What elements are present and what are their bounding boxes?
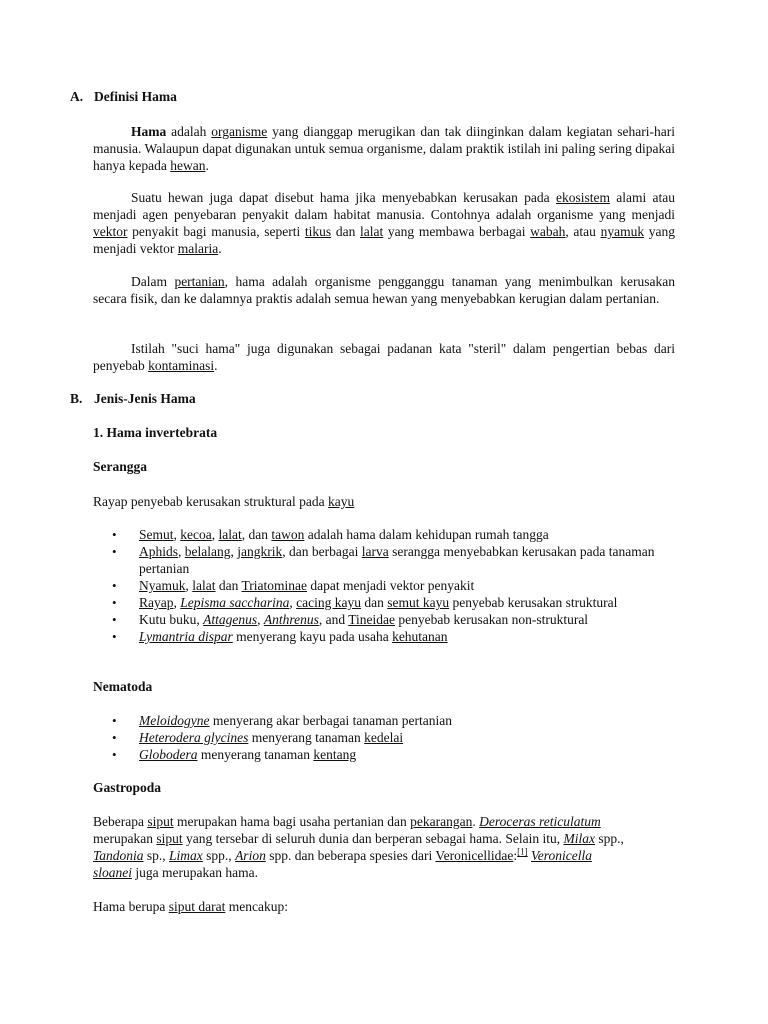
list-item: • Aphids, belalang, jangkrik, dan berbagai larva serangga menyebabkan kerusakan pada tanaman pertanian	[112, 544, 655, 576]
gastropoda-paragraph: Beberapa siput merupakan hama bagi usaha pertanian dan pekarangan. Deroceras reticulatum merupakan siput yang tersebar di seluruh dunia dan berperan sebagai hama. Selain itu, Milax spp., Tandonia sp., Limax spp., Arion spp. dan beberapa spesies dari Veronicellidae:[1] Veronicella sloanei juga merupakan hama.	[93, 814, 624, 880]
subheading-invertebrata: 1. Hama invertebrata	[93, 425, 218, 440]
link-tandonia[interactable]: Tandonia	[93, 848, 144, 863]
link-arion[interactable]: Arion	[235, 848, 266, 863]
link-meloidogyne[interactable]: Meloidogyne	[139, 713, 210, 728]
link-globodera[interactable]: Globodera	[139, 747, 198, 762]
link-pekarangan[interactable]: pekarangan	[410, 814, 473, 829]
link-triatominae[interactable]: Triatominae	[241, 578, 307, 593]
subheading-nematoda: Nematoda	[93, 679, 153, 694]
link-semut-kayu[interactable]: semut kayu	[387, 595, 450, 610]
link-belalang[interactable]: belalang	[184, 544, 231, 559]
list-item: • Heterodera glycines menyerang tanaman kedelai	[112, 730, 404, 745]
bullet-icon: •	[112, 713, 117, 728]
subheading-gastropoda: Gastropoda	[93, 780, 162, 795]
link-tawon[interactable]: tawon	[271, 527, 305, 542]
link-tikus[interactable]: tikus	[304, 224, 332, 239]
section-b-title: Jenis-Jenis Hama	[94, 391, 196, 406]
link-lepisma-saccharina[interactable]: Lepisma saccharina	[180, 595, 290, 610]
bullet-icon: •	[112, 730, 117, 745]
bullet-icon: •	[112, 747, 117, 762]
list-item: • Lymantria dispar menyerang kayu pada usaha kehutanan	[112, 629, 448, 644]
link-larva[interactable]: larva	[361, 544, 389, 559]
link-kentang[interactable]: kentang	[313, 747, 357, 762]
term-hama: Hama	[131, 124, 167, 139]
paragraph-sterile: Istilah "suci hama" juga digunakan sebagai padanan kata "steril" dalam pengertian bebas dari penyebab kontaminasi.	[93, 341, 675, 373]
bullet-icon: •	[112, 578, 117, 593]
paragraph-agriculture: Dalam pertanian, hama adalah organisme pengganggu tanaman yang menimbulkan kerusakan secara fisik, dan ke dalamnya praktis adalah semua hewan yang menyebabkan kerugian dalam pertanian.	[93, 274, 675, 306]
link-rayap[interactable]: Rayap	[139, 595, 174, 610]
link-lymantria-dispar[interactable]: Lymantria dispar	[139, 629, 233, 644]
link-attagenus[interactable]: Attagenus	[203, 612, 258, 627]
paragraph-ecosystem: Suatu hewan juga dapat disebut hama jika menyebabkan kerusakan pada ekosistem alami atau menjadi agen penyebaran penyakit dalam habitat manusia. Contohnya adalah organisme yang menjadi vektor penyakit bagi manusia, seperti tikus dan lalat yang membawa berbagai wabah, atau nyamuk yang menjadi vektor malaria.	[93, 190, 675, 256]
section-b-label: B.	[70, 391, 83, 406]
link-kecoa[interactable]: kecoa	[180, 527, 212, 542]
paragraph-definition: Hama adalah organisme yang dianggap merugikan dan tak diinginkan dalam kegiatan sehari-hari manusia. Walaupun dapat digunakan untuk semua organisme, dalam praktik istilah ini paling sering dipakai hanya kepada hewan.	[93, 124, 675, 173]
section-a-heading	[70, 89, 177, 105]
list-item: • Rayap, Lepisma saccharina, cacing kayu dan semut kayu penyebab kerusakan struktural	[112, 595, 618, 610]
link-siput-darat[interactable]: siput darat	[168, 899, 226, 914]
section-b-heading	[70, 391, 196, 407]
link-tineidae[interactable]: Tineidae	[348, 612, 395, 627]
bullet-icon: •	[112, 544, 117, 559]
link-vektor[interactable]: vektor	[93, 224, 128, 239]
siput-darat-intro: Hama berupa siput darat mencakup:	[93, 899, 288, 914]
link-veronicellidae[interactable]: Veronicellidae	[435, 848, 514, 863]
link-kontaminasi[interactable]: kontaminasi	[148, 358, 215, 373]
section-a-title: Definisi Hama	[94, 89, 177, 104]
link-kedelai[interactable]: kedelai	[364, 730, 404, 745]
link-semut[interactable]: Semut	[139, 527, 174, 542]
link-pertanian[interactable]: pertanian	[174, 274, 225, 289]
link-ekosistem[interactable]: ekosistem	[555, 190, 610, 205]
section-a-label: A.	[70, 89, 84, 104]
link-lalat[interactable]: lalat	[218, 527, 242, 542]
list-item: • Meloidogyne menyerang akar berbagai tanaman pertanian	[112, 713, 452, 728]
link-nyamuk[interactable]: nyamuk	[600, 224, 645, 239]
link-aphids[interactable]: Aphids	[139, 544, 179, 559]
footnote-link[interactable]: [1]	[517, 846, 528, 857]
link-malaria[interactable]: malaria	[177, 241, 219, 256]
link-nyamuk[interactable]: Nyamuk	[139, 578, 186, 593]
list-item: • Nyamuk, lalat dan Triatominae dapat menjadi vektor penyakit	[112, 578, 475, 593]
link-kehutanan[interactable]: kehutanan	[392, 629, 448, 644]
link-lalat[interactable]: lalat	[192, 578, 216, 593]
bullet-icon: •	[112, 612, 117, 627]
link-jangkrik[interactable]: jangkrik	[237, 544, 283, 559]
link-hewan[interactable]: hewan	[170, 158, 206, 173]
link-deroceras-reticulatum[interactable]: Deroceras reticulatum	[479, 814, 601, 829]
link-siput[interactable]: siput	[156, 831, 183, 846]
link-cacing-kayu[interactable]: cacing kayu	[296, 595, 361, 610]
link-wabah[interactable]: wabah	[530, 224, 566, 239]
link-heterodera-glycines[interactable]: Heterodera glycines	[139, 730, 249, 745]
list-item: • Semut, kecoa, lalat, dan tawon adalah hama dalam kehidupan rumah tangga	[112, 527, 549, 542]
serangga-intro: Rayap penyebab kerusakan struktural pada kayu	[93, 494, 355, 509]
serangga-list	[93, 526, 675, 645]
bullet-icon: •	[112, 595, 117, 610]
link-veronicella-sloanei[interactable]: Veronicella sloanei	[93, 848, 592, 880]
link-organisme[interactable]: organisme	[211, 124, 268, 139]
bullet-icon: •	[112, 527, 117, 542]
link-limax[interactable]: Limax	[169, 848, 203, 863]
link-milax[interactable]: Milax	[563, 831, 595, 846]
subheading-serangga: Serangga	[93, 459, 147, 474]
list-item: • Kutu buku, Attagenus, Anthrenus, and Tineidae penyebab kerusakan non-struktural	[112, 612, 589, 627]
link-lalat[interactable]: lalat	[360, 224, 384, 239]
nematoda-list	[93, 712, 675, 763]
bullet-icon: •	[112, 629, 117, 644]
link-kayu[interactable]: kayu	[328, 494, 355, 509]
list-item: • Globodera menyerang tanaman kentang	[112, 747, 357, 762]
link-anthrenus[interactable]: Anthrenus	[263, 612, 319, 627]
link-siput[interactable]: siput	[147, 814, 174, 829]
